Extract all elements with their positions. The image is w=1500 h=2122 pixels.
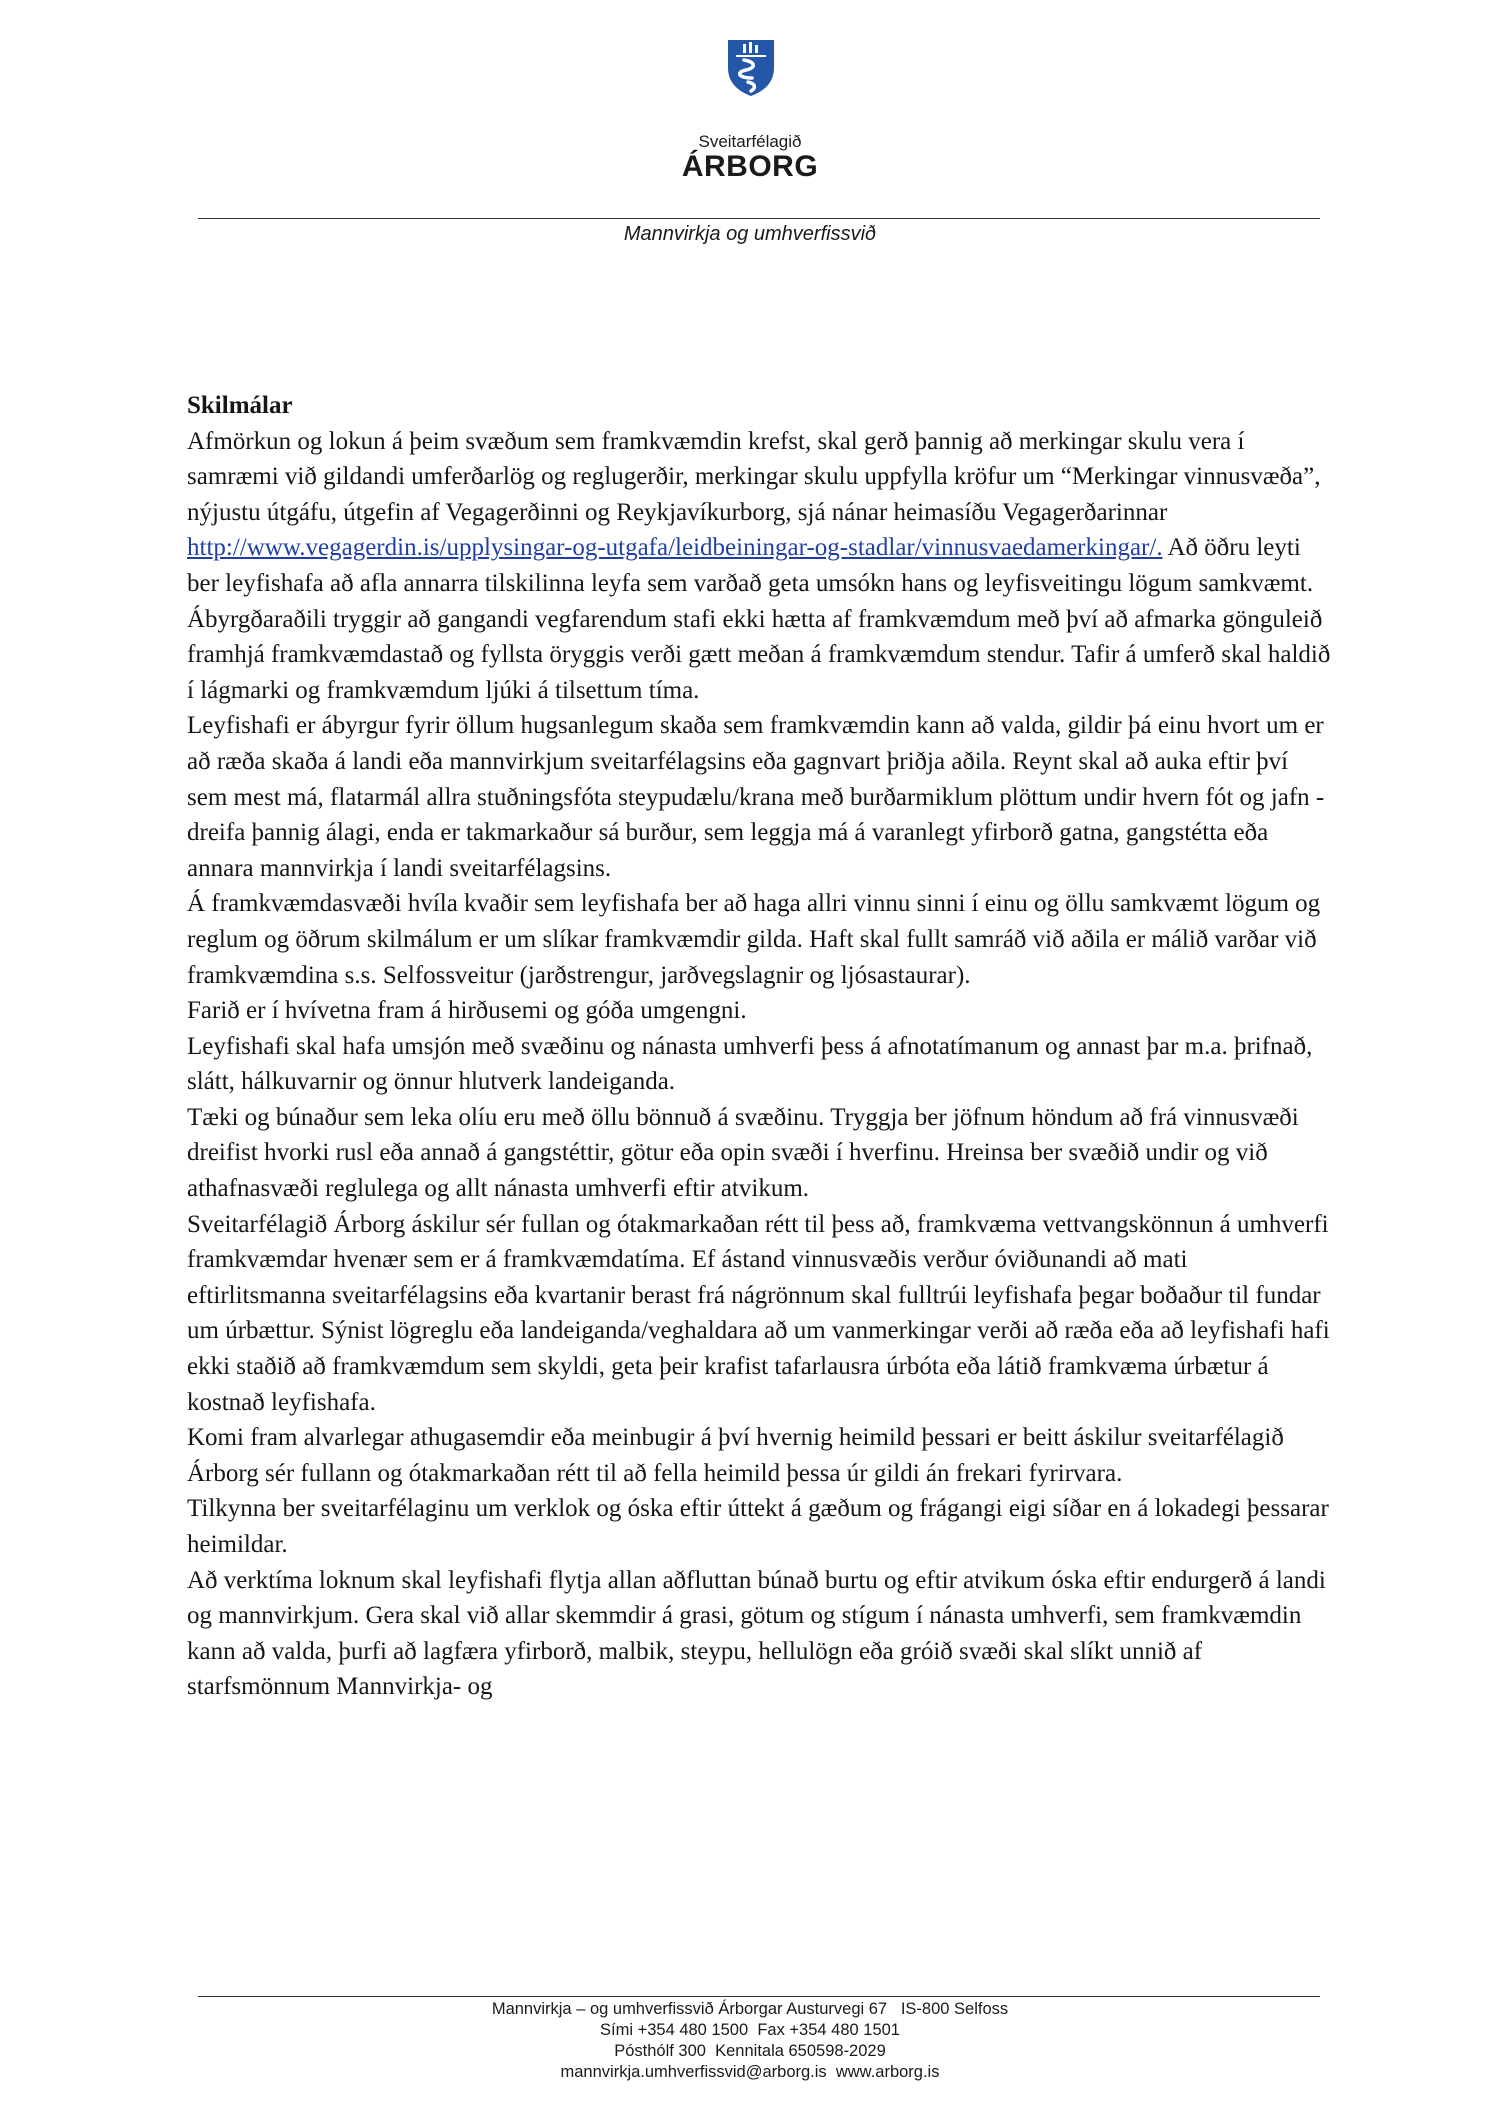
footer-divider — [198, 1996, 1320, 1997]
paragraph-2: Ábyrgðaraðili tryggir að gangandi vegfarendum stafi ekki hætta af framkvæmdum með því að afmarka gönguleið framhjá framkvæmdastað og fyllsta öryggis verði gætt meðan á framkvæmdum stendur. Tafir á umferð skal haldið í lágmarki og framkvæmdum ljúki á tilsettum tíma. — [187, 605, 1331, 704]
footer — [350, 1999, 1150, 2083]
vegagerdin-link[interactable]: http://www.vegagerdin.is/upplysingar-og-utgafa/leidbeiningar-og-stadlar/vinnusvaedamerkingar/. — [187, 534, 1163, 562]
org-name-big: ÁRBORG — [681, 150, 819, 183]
footer-postbox: Pósthólf 300 Kennitala 650598-2029 — [614, 2042, 886, 2060]
paragraph-6: Leyfishafi skal hafa umsjón með svæðinu og nánasta umhverfi þess á afnotatímanum og annast þar m.a. þrifnað, slátt, hálkuvarnir og önnur hlutverk landeiganda. — [187, 1032, 1313, 1096]
department-name: Mannvirkja og umhverfissvið — [623, 223, 877, 245]
document-body — [187, 388, 1332, 1705]
paragraph-1-text: Afmörkun og lokun á þeim svæðum sem framkvæmdin krefst, skal gerð þannig að merkingar skulu vera í samræmi við gildandi umferðarlög og reglugerðir, merkingar skulu uppfylla kröfur um “Merkingar vinnusvæða”, nýjustu útgáfu, útgefin af Vegagerðinni og Reykjavíkurborg, sjá nánar heimasíðu Vegagerðarinnar — [187, 427, 1321, 526]
footer-contact: mannvirkja.umhverfissvid@arborg.is www.arborg.is — [560, 2063, 940, 2081]
arborg-shield-logo — [726, 38, 776, 98]
paragraph-3: Leyfishafi er ábyrgur fyrir öllum hugsanlegum skaða sem framkvæmdin kann að valda, gildir þá einu hvort um er að ræða skaða á landi eða mannvirkjum sveitarfélagsins eða gagnvart þriðja aðila. Reynt skal að auka eftir því sem mest má, flatarmál allra stuðningsfóta steypudælu/krana með burðarmiklum plöttum undir hvern fót og jafn - dreifa þannig álagi, enda er takmarkaður sá burður, sem leggja má á varanlegt yfirborð gatna, gangstétta eða annara mannvirkja í landi sveitarfélagsins. — [187, 712, 1325, 882]
header-divider — [198, 218, 1320, 219]
paragraph-9: Komi fram alvarlegar athugasemdir eða meinbugir á því hvernig heimild þessari er beitt áskilur sveitarfélagið Árborg sér fullann og ótakmarkaðan rétt til að fella heimild þessa úr gildi án frekari fyrirvara. — [187, 1424, 1284, 1487]
paragraph-1-tail: Að öðru leyti ber leyfishafa að afla annarra tilskilinna leyfa sem varðað geta umsókn hans og leyfisveitingu lögum samkvæmt. — [187, 534, 1314, 597]
shield-icon — [726, 38, 776, 98]
paragraph-5: Farið er í hvívetna fram á hirðusemi og góða umgengni. — [187, 997, 747, 1025]
paragraph-4: Á framkvæmdasvæði hvíla kvaðir sem leyfishafa ber að haga allri vinnu sinni í einu og öllu samkvæmt lögum og reglum og öðrum skilmálum er um slíkar framkvæmdir gilda. Haft skal fullt samráð við aðila er málið varðar við framkvæmdina s.s. Selfossveitur (jarðstrengur, jarðvegslagnir og ljósastaurar). — [187, 890, 1321, 989]
paragraph-10: Tilkynna ber sveitarfélaginu um verklok og óska eftir úttekt á gæðum og frágangi eigi síðar en á lokadegi þessarar heimildar. — [187, 1495, 1329, 1558]
paragraph-7: Tæki og búnaður sem leka olíu eru með öllu bönnuð á svæðinu. Tryggja ber jöfnum höndum að frá vinnusvæði dreifist hvorki rusl eða annað á gangstéttir, götur eða opin svæði í hverfinu. Hreinsa ber svæðið undir og við athafnasvæði reglulega og allt nánasta umhverfi eftir atvikum. — [187, 1103, 1299, 1203]
section-heading: Skilmálar — [187, 392, 293, 419]
paragraph-1 — [187, 424, 1332, 602]
footer-address: Mannvirkja – og umhverfissvið Árborgar Austurvegi 67 IS-800 Selfoss — [491, 2000, 1009, 2018]
footer-phone: Sími +354 480 1500 Fax +354 480 1501 — [600, 2021, 900, 2039]
org-name-small: Sveitarfélagið — [698, 132, 802, 151]
paragraph-11: Að verktíma loknum skal leyfishafi flytja allan aðfluttan búnað burtu og eftir atvikum óska eftir endurgerð á landi og mannvirkjum. Gera skal við allar skemmdir á grasi, götum og stígum í nánasta umhverfi, sem framkvæmdin kann að valda, þurfi að lagfæra yfirborð, malbik, steypu, hellulögn eða gróið svæði skal slíkt unnið af starfsmönnum Mannvirkja- og — [187, 1566, 1326, 1701]
paragraph-8: Sveitarfélagið Árborg áskilur sér fullan og ótakmarkaðan rétt til þess að, framkvæma vettvangskönnun á umhverfi framkvæmdar hvenær sem er á framkvæmdatíma. Ef ástand vinnusvæðis verður óviðunandi að mati eftirlitsmanna sveitarfélagsins eða kvartanir berast frá nágrönnum skal fulltrúi leyfishafa þegar boðaður til fundar um úrbættur. Sýnist lögreglu eða landeiganda/veghaldara að um vanmerkingar verði að ræða eða að leyfishafi hafi ekki staðið að framkvæmdum sem skyldi, geta þeir krafist tafarlausra úrbóta eða látið framkvæma úrbætur á kostnað leyfishafa. — [187, 1210, 1330, 1416]
